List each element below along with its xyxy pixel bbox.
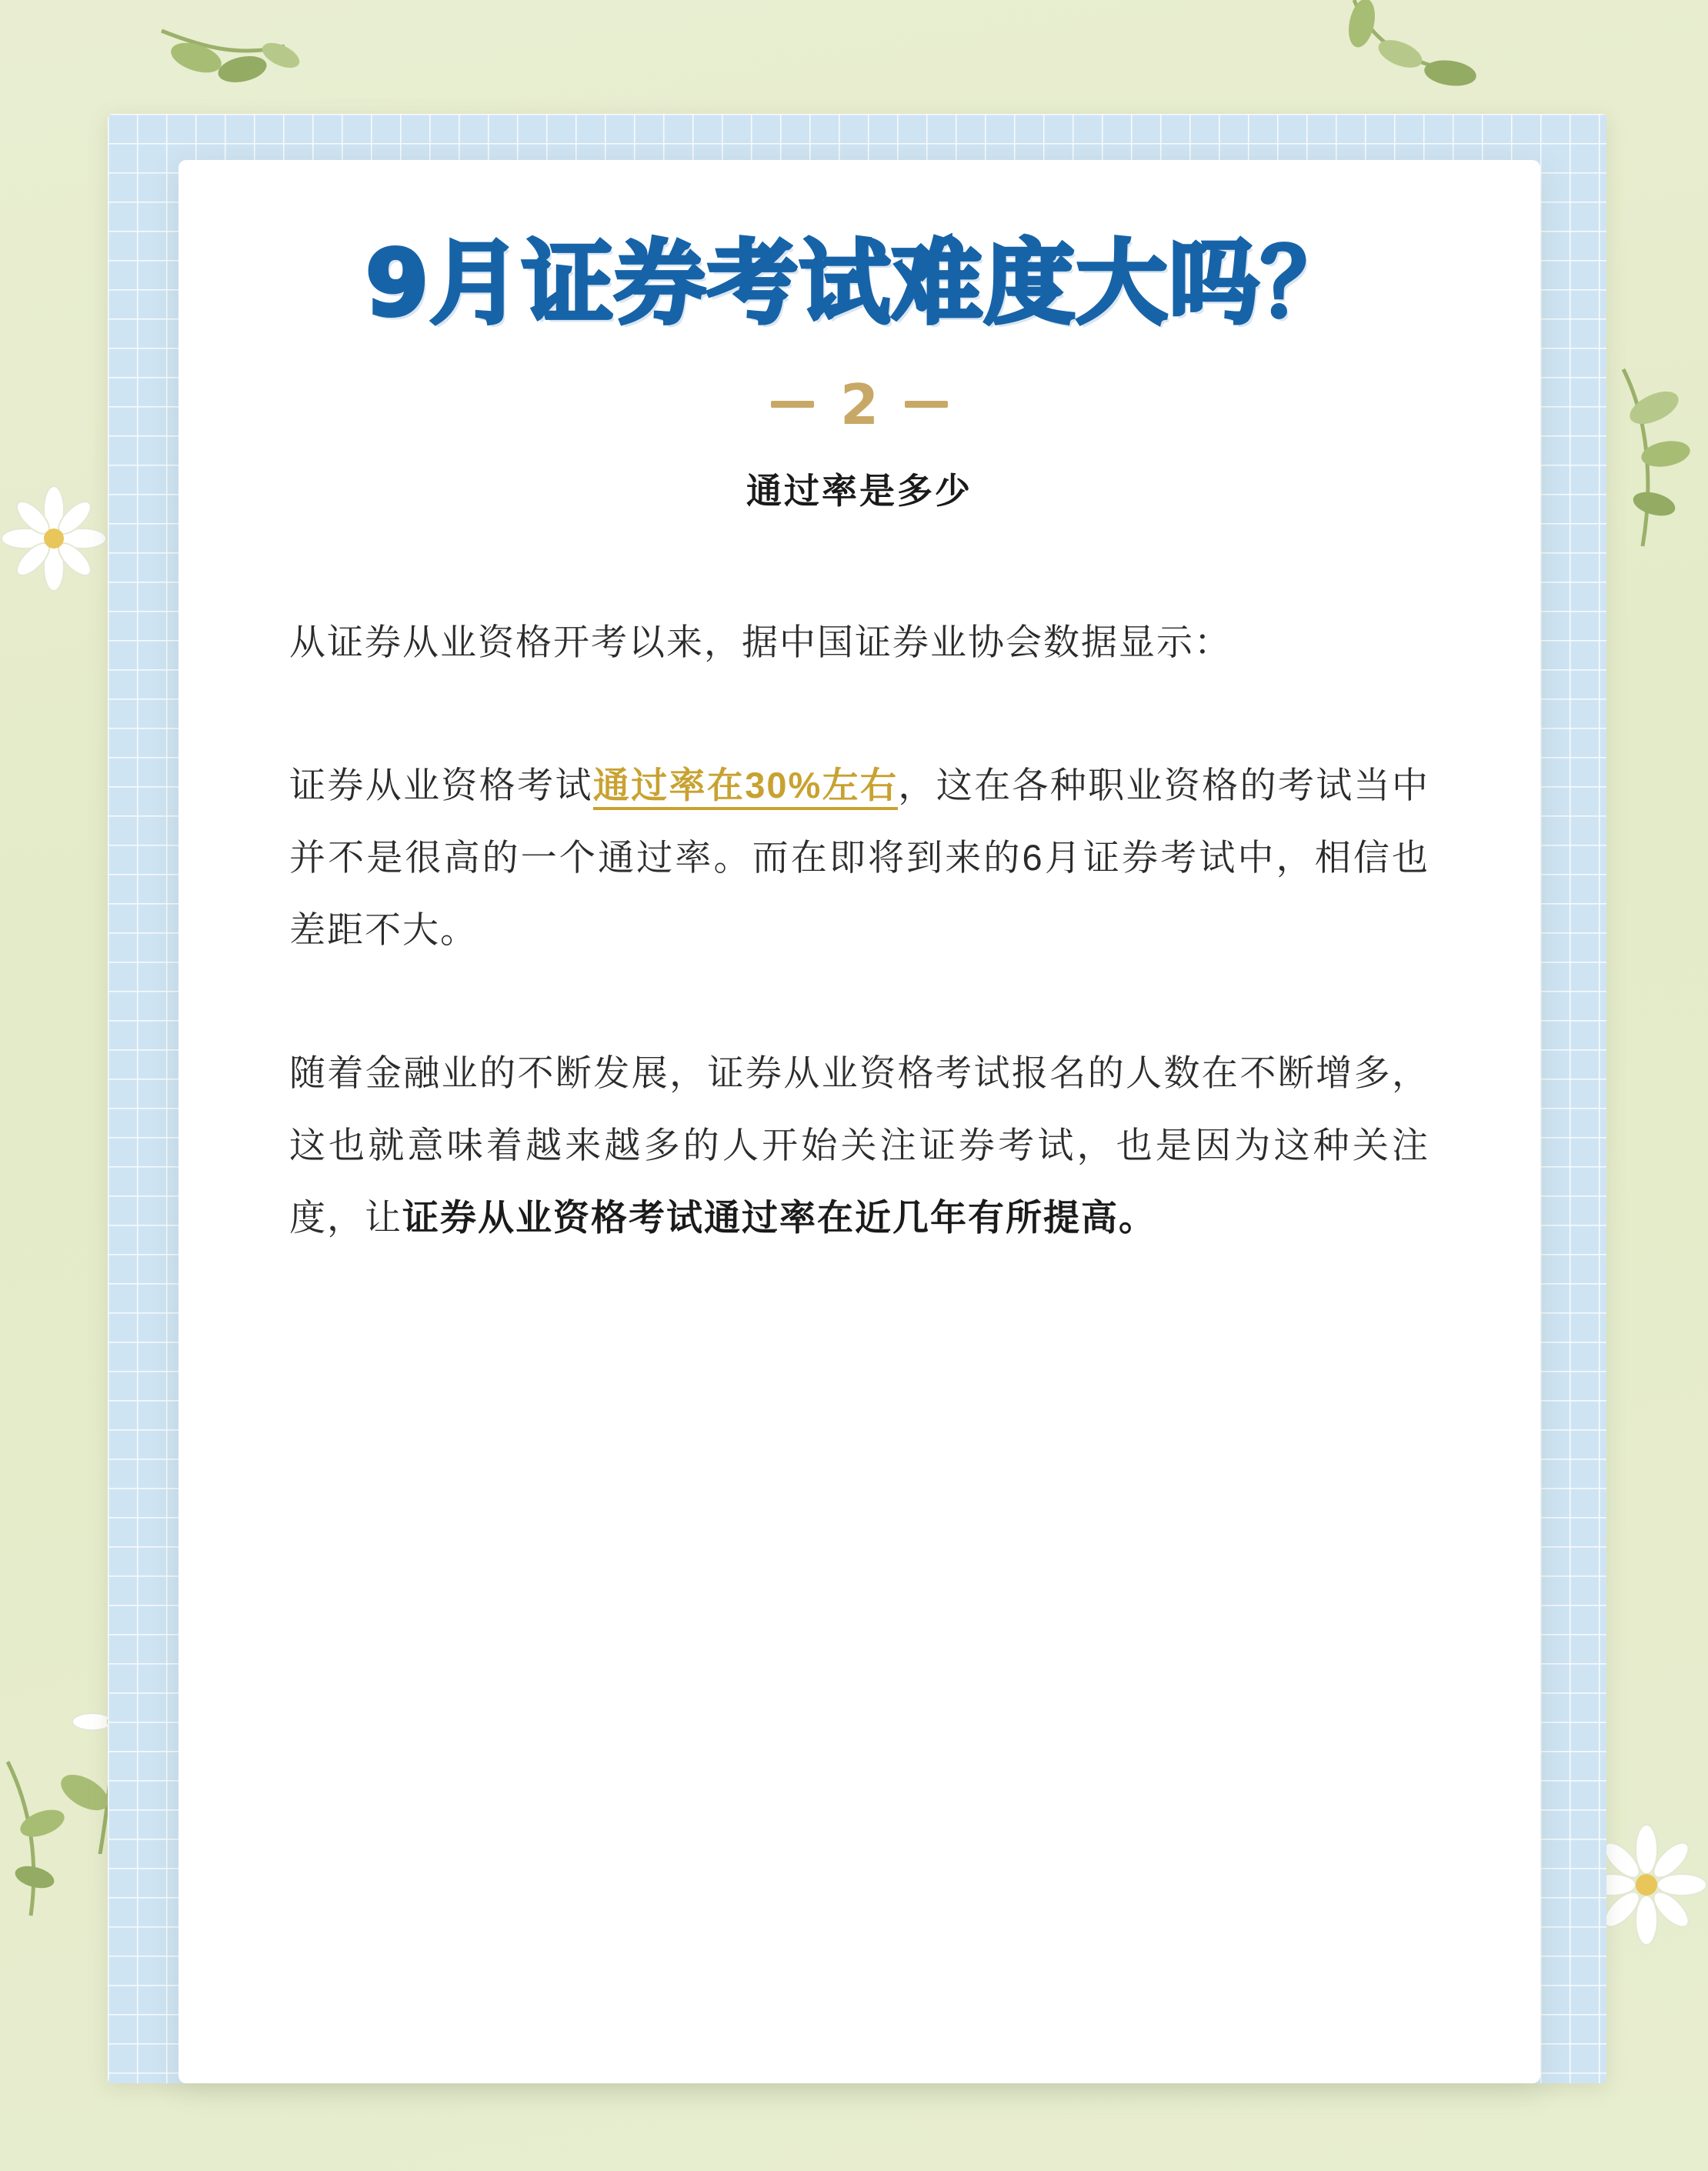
dash-right-icon xyxy=(905,401,948,408)
paragraph-3 xyxy=(289,1037,1429,1254)
run-text: 证券从业资格考试 xyxy=(289,764,593,805)
content-card xyxy=(178,160,1540,2083)
run-text: ，这在各种职业资格的考试当中并不是很高的一个通过率。而在即将到来的6月证券考试中，相信也差距不大。 xyxy=(289,764,1430,950)
section-number-row xyxy=(271,372,1448,437)
bold-conclusion: 证券从业资格考试通过率在近几年有所提高。 xyxy=(402,1196,1156,1238)
article-body xyxy=(271,606,1448,1254)
paragraph-2 xyxy=(289,749,1429,966)
section-number: 2 xyxy=(839,372,879,437)
section-subtitle: 通过率是多少 xyxy=(746,470,972,511)
run-text: 从证券从业资格开考以来，据中国证券业协会数据显示： xyxy=(289,621,1232,662)
highlight-pass-rate: 通过率在30%左右 xyxy=(593,765,899,810)
run-text: 随着金融业的不断发展，证券从业资格考试报名的人数在不断增多，这也就意味着越来越多的人开始关注证券考试，也是因为这种关注度，让 xyxy=(289,1052,1429,1238)
page-title: 9月证券考试难度大吗？ xyxy=(365,230,1354,336)
dash-left-icon xyxy=(771,401,814,408)
paragraph-1 xyxy=(289,606,1429,679)
